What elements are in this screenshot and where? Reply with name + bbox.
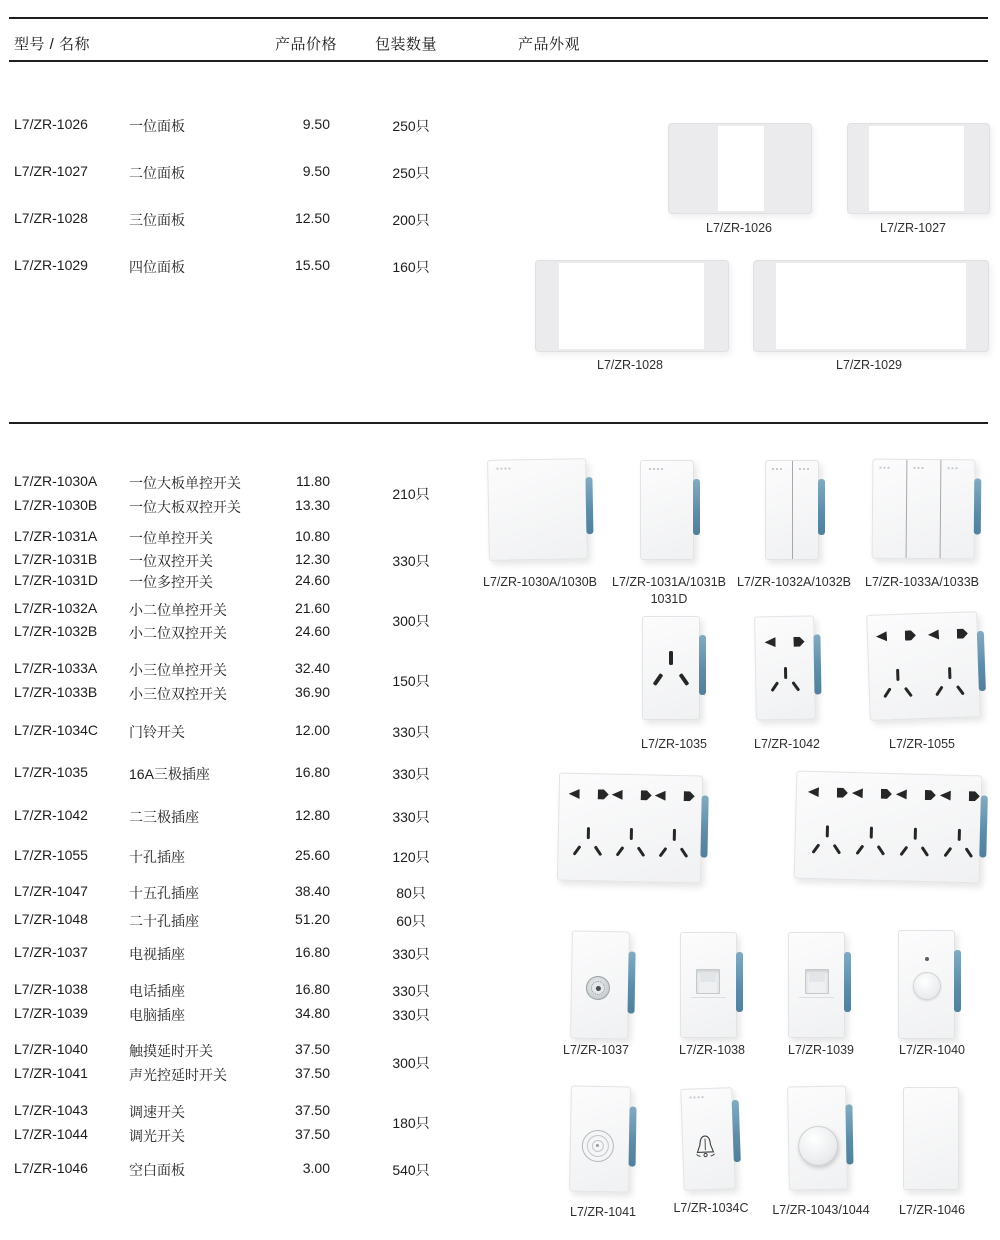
product-name: 一位面板 — [129, 118, 185, 134]
column-header-price: 产品价格 — [275, 36, 338, 53]
product-image-socket-1055 — [866, 611, 981, 721]
mount-clip — [844, 952, 851, 1012]
image-caption: L7/ZR-1055 — [888, 737, 956, 751]
mount-clip — [736, 952, 743, 1012]
model-code: L7/ZR-1031D — [14, 572, 99, 588]
five-pin-holes — [874, 630, 920, 701]
product-image-computer-socket-1039 — [788, 932, 845, 1038]
price: 24.60 — [294, 623, 330, 639]
price: 36.90 — [294, 684, 330, 700]
five-pin-holes — [804, 787, 850, 858]
brand-dots — [913, 467, 925, 469]
model-code: L7/ZR-1039 — [14, 1005, 88, 1021]
product-name: 空白面板 — [129, 1162, 185, 1178]
model-code: L7/ZR-1035 — [14, 764, 88, 780]
rocker — [792, 461, 819, 559]
product-name: 一位单控开关 — [129, 530, 213, 546]
pack-qty: 160只 — [392, 259, 430, 275]
mount-clip — [732, 1100, 741, 1162]
price: 9.50 — [302, 116, 330, 132]
mount-clip — [629, 1106, 637, 1166]
five-pin-holes — [651, 790, 696, 861]
price: 51.20 — [294, 911, 330, 927]
table-row — [0, 116, 470, 134]
five-pin-holes — [608, 790, 653, 861]
product-name: 十孔插座 — [129, 849, 185, 865]
product-name: 小二位双控开关 — [129, 625, 227, 641]
model-code: L7/ZR-1034C — [14, 722, 99, 738]
product-image-switch-1031 — [640, 460, 694, 560]
pack-qty: 330只 — [392, 766, 430, 782]
brand-dots — [947, 467, 959, 469]
module-seam — [799, 997, 834, 998]
model-code: L7/ZR-1032B — [14, 623, 98, 639]
header-bottom-rule — [9, 60, 988, 62]
five-pin-holes — [565, 789, 610, 860]
pack-qty: 330只 — [392, 809, 430, 825]
column-header-look: 产品外观 — [518, 36, 581, 53]
pack-qty: 250只 — [392, 118, 430, 134]
product-image-switch-1030 — [487, 458, 588, 561]
price: 3.00 — [302, 1160, 330, 1176]
mount-clip — [585, 477, 593, 535]
product-name: 二十孔插座 — [129, 913, 199, 929]
rotary-knob-icon — [798, 1126, 839, 1167]
five-pin-holes — [926, 628, 972, 699]
product-name: 小三位单控开关 — [129, 662, 227, 678]
price: 37.50 — [294, 1065, 330, 1081]
five-pin-holes — [892, 789, 938, 860]
model-code: L7/ZR-1042 — [14, 807, 88, 823]
price: 24.60 — [294, 572, 330, 588]
mount-clip — [700, 796, 708, 858]
model-code: L7/ZR-1028 — [14, 210, 88, 226]
five-pin-holes — [762, 637, 807, 708]
three-pin-holes — [651, 651, 691, 691]
price: 38.40 — [294, 883, 330, 899]
product-name: 电视插座 — [129, 946, 185, 962]
pack-qty: 210只 — [392, 486, 430, 502]
model-code: L7/ZR-1030A — [14, 473, 98, 489]
model-code: L7/ZR-1040 — [14, 1041, 88, 1057]
image-caption: L7/ZR-1039 — [787, 1043, 855, 1057]
price: 12.00 — [294, 722, 330, 738]
image-caption: L7/ZR-1031A/1031B — [612, 575, 726, 589]
mount-clip — [974, 478, 981, 535]
pack-qty: 200只 — [392, 212, 430, 228]
product-image-panel-1027 — [847, 123, 990, 214]
price: 16.80 — [294, 944, 330, 960]
price: 9.50 — [302, 163, 330, 179]
product-image-touch-switch-1040 — [898, 930, 955, 1039]
product-image-doorbell-switch-1034c — [680, 1087, 736, 1191]
product-image-dimmer-switch-1043 — [787, 1085, 848, 1190]
brand-dots — [690, 1096, 705, 1099]
pack-qty: 330只 — [392, 983, 430, 999]
brand-dots — [879, 467, 891, 469]
rocker — [940, 460, 975, 558]
product-name: 一位多控开关 — [129, 574, 213, 590]
mount-clip — [693, 479, 700, 536]
image-caption: L7/ZR-1037 — [562, 1043, 630, 1057]
model-code: L7/ZR-1032A — [14, 600, 98, 616]
price: 32.40 — [294, 660, 330, 676]
price: 12.50 — [294, 210, 330, 226]
mount-clip — [818, 479, 825, 536]
pack-qty: 330只 — [392, 553, 430, 569]
price: 15.50 — [294, 257, 330, 273]
product-image-panel-1026 — [668, 123, 812, 214]
price: 16.80 — [294, 764, 330, 780]
pack-qty: 120只 — [392, 849, 430, 865]
mount-clip — [845, 1105, 853, 1164]
table-row — [0, 528, 470, 546]
table-row — [0, 257, 470, 275]
model-code: L7/ZR-1043 — [14, 1102, 88, 1118]
product-image-socket-20hole — [794, 771, 983, 884]
model-code: L7/ZR-1031A — [14, 528, 98, 544]
product-image-soundlight-switch-1041 — [569, 1085, 631, 1192]
price: 16.80 — [294, 981, 330, 997]
price: 21.60 — [294, 600, 330, 616]
image-caption: L7/ZR-1030A/1030B — [483, 575, 597, 589]
model-code: L7/ZR-1033B — [14, 684, 98, 700]
model-code: L7/ZR-1046 — [14, 1160, 88, 1176]
panel-window — [869, 126, 964, 211]
model-code: L7/ZR-1044 — [14, 1126, 88, 1142]
rj-jack-icon — [805, 969, 829, 994]
model-code: L7/ZR-1031B — [14, 551, 98, 567]
model-code: L7/ZR-1037 — [14, 944, 88, 960]
brand-dots — [772, 468, 784, 470]
pack-qty: 150只 — [392, 673, 430, 689]
pack-qty: 330只 — [392, 946, 430, 962]
price: 37.50 — [294, 1126, 330, 1142]
mount-clip — [977, 631, 986, 692]
pack-qty: 80只 — [396, 885, 426, 901]
sensor-center-dot — [596, 1144, 599, 1147]
pack-qty: 330只 — [392, 1007, 430, 1023]
model-code: L7/ZR-1048 — [14, 911, 88, 927]
image-caption: L7/ZR-1028 — [596, 358, 664, 372]
product-name: 小三位双控开关 — [129, 686, 227, 702]
product-name: 电话插座 — [129, 983, 185, 999]
pack-qty: 250只 — [392, 165, 430, 181]
pack-qty: 330只 — [392, 724, 430, 740]
panel-window — [776, 263, 966, 349]
price: 11.80 — [296, 473, 330, 489]
rocker — [906, 460, 941, 558]
price: 12.80 — [294, 807, 330, 823]
product-name: 二位面板 — [129, 165, 185, 181]
model-code: L7/ZR-1047 — [14, 883, 88, 899]
product-image-tv-socket-1037 — [570, 931, 630, 1040]
pack-qty: 60只 — [396, 913, 426, 929]
coax-connector-icon — [586, 976, 610, 1000]
product-image-socket-15hole — [557, 773, 703, 884]
product-image-blank-panel-1046 — [903, 1087, 959, 1190]
section-divider-rule — [9, 422, 988, 424]
bell-icon — [692, 1133, 719, 1162]
product-image-switch-1032 — [765, 460, 819, 560]
image-caption: L7/ZR-1038 — [678, 1043, 746, 1057]
rj-jack-icon — [696, 969, 720, 994]
image-caption: L7/ZR-1042 — [753, 737, 821, 751]
price: 12.30 — [294, 551, 330, 567]
product-image-panel-1029 — [753, 260, 989, 352]
product-image-panel-1028 — [535, 260, 729, 352]
mount-clip — [954, 950, 961, 1012]
rocker-strips — [766, 461, 818, 559]
product-name: 触摸延时开关 — [129, 1043, 213, 1059]
rocker-strips — [873, 460, 975, 559]
column-header-model: 型号 / 名称 — [14, 36, 91, 53]
image-caption: L7/ZR-1034C — [673, 1201, 749, 1215]
panel-window — [559, 263, 704, 349]
five-pin-holes — [936, 790, 982, 861]
image-caption: L7/ZR-1027 — [879, 221, 947, 235]
model-code: L7/ZR-1026 — [14, 116, 88, 132]
pack-qty: 180只 — [392, 1115, 430, 1131]
mount-clip — [813, 635, 821, 694]
touch-button-icon — [913, 972, 941, 1000]
product-name: 调光开关 — [129, 1128, 185, 1144]
product-name: 一位双控开关 — [129, 553, 213, 569]
product-name: 门铃开关 — [129, 724, 185, 740]
image-caption: L7/ZR-1040 — [898, 1043, 966, 1057]
product-name: 二三极插座 — [129, 809, 199, 825]
indicator-dot — [925, 957, 929, 961]
product-name: 调速开关 — [129, 1104, 185, 1120]
image-caption: L7/ZR-1035 — [640, 737, 708, 751]
panel-window — [718, 126, 764, 211]
model-code: L7/ZR-1027 — [14, 163, 88, 179]
model-code: L7/ZR-1041 — [14, 1065, 88, 1081]
model-code: L7/ZR-1029 — [14, 257, 88, 273]
model-code: L7/ZR-1030B — [14, 497, 98, 513]
rocker — [766, 461, 792, 559]
model-code: L7/ZR-1033A — [14, 660, 98, 676]
header-top-rule — [9, 17, 988, 19]
mount-clip — [979, 795, 988, 857]
product-name: 声光控延时开关 — [129, 1067, 227, 1083]
column-header-qty: 包装数量 — [375, 36, 438, 53]
product-image-phone-socket-1038 — [680, 932, 737, 1038]
price: 37.50 — [294, 1041, 330, 1057]
product-name: 一位大板单控开关 — [129, 475, 241, 491]
product-name: 三位面板 — [129, 212, 185, 228]
model-code: L7/ZR-1038 — [14, 981, 88, 997]
pack-qty: 300只 — [392, 1055, 430, 1071]
pack-qty: 300只 — [392, 613, 430, 629]
image-caption: L7/ZR-1032A/1032B — [737, 575, 851, 589]
brand-dots — [649, 468, 664, 470]
image-caption: 1031D — [650, 592, 688, 606]
brand-dots — [496, 467, 511, 469]
product-image-switch-1033 — [872, 459, 976, 560]
image-caption: L7/ZR-1043/1044 — [772, 1203, 870, 1217]
product-name: 电脑插座 — [129, 1007, 185, 1023]
price: 13.30 — [294, 497, 330, 513]
table-row — [0, 210, 470, 228]
product-name: 一位大板双控开关 — [129, 499, 241, 515]
image-caption: L7/ZR-1033A/1033B — [865, 575, 979, 589]
five-pin-holes — [848, 788, 894, 859]
mount-clip — [628, 952, 636, 1014]
price: 25.60 — [294, 847, 330, 863]
pack-qty: 540只 — [392, 1162, 430, 1178]
module-seam — [691, 997, 726, 998]
rocker — [873, 460, 907, 558]
image-caption: L7/ZR-1046 — [898, 1203, 966, 1217]
product-image-socket-1035 — [642, 616, 700, 720]
table-row — [0, 163, 470, 181]
price: 10.80 — [294, 528, 330, 544]
brand-dots — [799, 468, 811, 470]
product-name: 16A三极插座 — [129, 766, 210, 782]
image-caption: L7/ZR-1029 — [835, 358, 903, 372]
product-name: 小二位单控开关 — [129, 602, 227, 618]
product-name: 四位面板 — [129, 259, 185, 275]
product-name: 十五孔插座 — [129, 885, 199, 901]
image-caption: L7/ZR-1026 — [705, 221, 773, 235]
model-code: L7/ZR-1055 — [14, 847, 88, 863]
product-image-socket-1042 — [754, 615, 816, 720]
table-row — [0, 572, 470, 590]
mount-clip — [699, 635, 706, 694]
price: 37.50 — [294, 1102, 330, 1118]
price: 34.80 — [294, 1005, 330, 1021]
image-caption: L7/ZR-1041 — [569, 1205, 637, 1219]
